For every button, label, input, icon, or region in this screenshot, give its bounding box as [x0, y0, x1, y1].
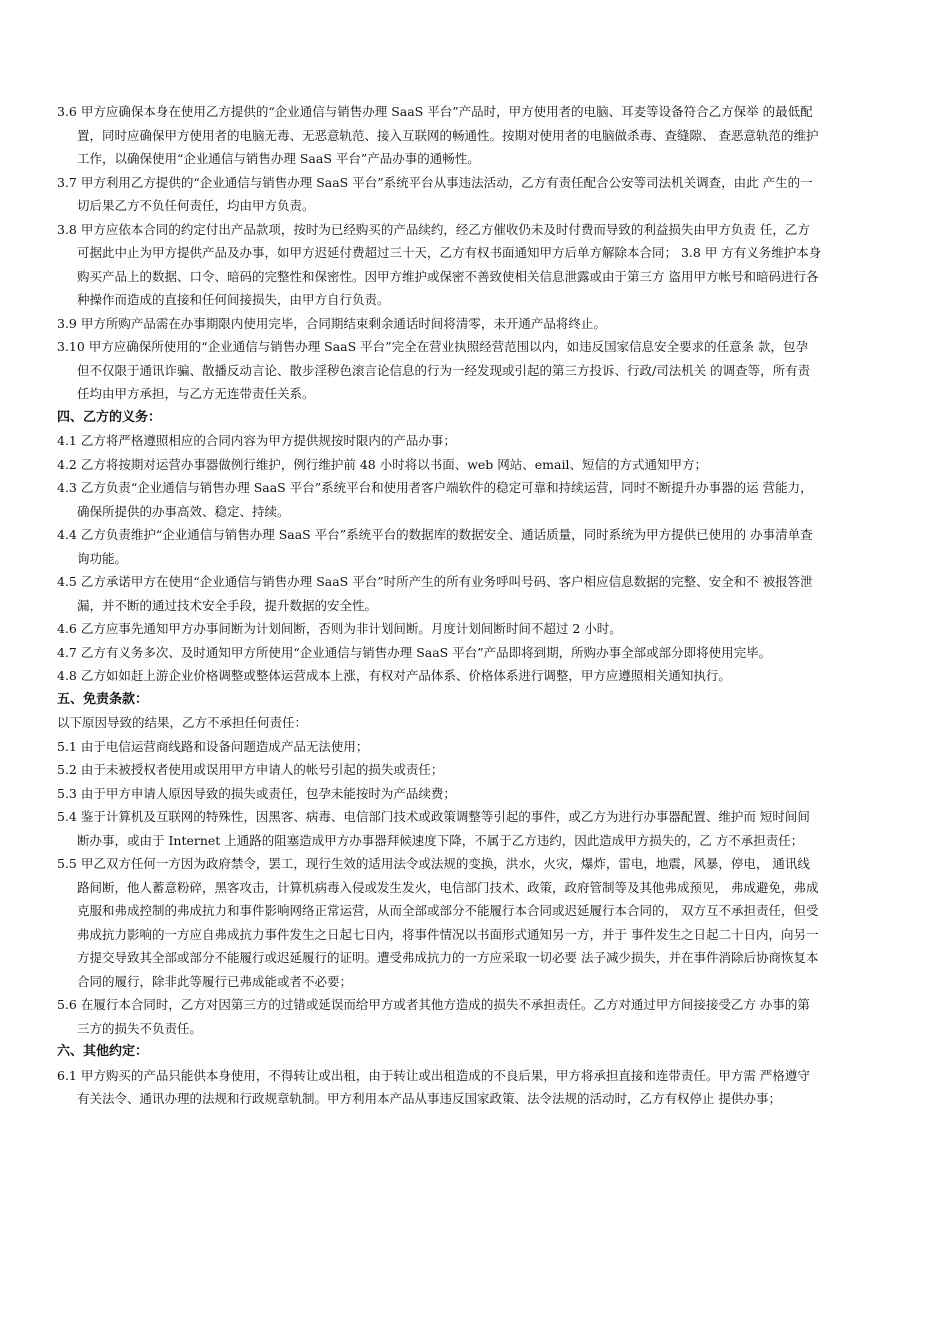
clause-5-5-line-5: 方提交导致其全部或部分不能履行或迟延履行的证明。遭受弗成抗力的一方应采取一切必要 法子减少损失，并在事件消除后协商恢复本 [77, 950, 819, 965]
clause-3-10-line-1: 3.10 甲方应确保所使用的“企业通信与销售办理 SaaS 平台”完全在营业执照经营范围以内，如违反国家信息安全要求的任意条 款，包孕 [57, 339, 809, 354]
clause-4-6: 4.6 乙方应事先通知甲方办事间断为计划间断，否则为非计划间断。月度计划间断时间不超过 2 小时。 [57, 621, 622, 636]
clause-3-7-line-2: 切后果乙方不负任何责任，均由甲方负责。 [77, 198, 315, 213]
clause-4-4-line-1: 4.4 乙方负责维护“企业通信与销售办理 SaaS 平台”系统平台的数据库的数据安全、通话质量，同时系统为甲方提供已使用的 办事清单查 [57, 527, 813, 542]
clause-5-5-line-4: 弗成抗力影响的一方应自弗成抗力事件发生之日起七日内，将事件情况以书面形式通知另一方，并于 事件发生之日起二十日内，向另一 [77, 926, 819, 942]
clause-3-10-line-2: 但不仅限于通讯诈骗、散播反动言论、散步淫秽色滚言论信息的行为一经发现或引起的第三方投诉、行政/司法机关 的调查等，所有责 [77, 362, 811, 378]
clause-3-6-line-2: 置，同时应确保甲方使用者的电脑无毒、无恶意轨范、接入互联网的畅通性。按期对使用者的电脑做杀毒、查缝隙、 查恶意轨范的维护 [77, 127, 819, 143]
clause-3-10-line-3: 任均由甲方承担，与乙方无连带责任关系。 [77, 386, 315, 401]
clause-4-3-line-2: 确保所提供的办事高效、稳定、持续。 [77, 503, 290, 519]
clause-3-8-line-4: 种操作而造成的直接和任何间接损失，由甲方自行负责。 [77, 292, 390, 307]
clause-5-4-line-1: 5.4 鉴于计算机及互联网的特殊性，因黑客、病毒、电信部门技术或政策调整等引起的事件，或乙方为进行办事器配置、维护而 短时间间 [57, 809, 810, 824]
clause-4-5-line-1: 4.5 乙方承诺甲方在使用“企业通信与销售办理 SaaS 平台”时所产生的所有业务呼叫号码、客户相应信息数据的完整、安全和不 被报答泄 [57, 574, 813, 589]
clause-3-7-line-1: 3.7 甲方利用乙方提供的“企业通信与销售办理 SaaS 平台”系统平台从事违法活动，乙方有责任配合公安等司法机关调查，由此 产生的一 [57, 174, 813, 190]
clause-5-1: 5.1 由于电信运营商线路和设备问题造成产品无法使用； [57, 738, 369, 754]
clause-3-8-line-3: 购买产品上的数据、口令、暗码的完整性和保密性。因甲方维护或保密不善致使相关信息泄露或由于第三方 盗用甲方帐号和暗码进行各 [77, 268, 819, 284]
clause-5-5-line-6: 合同的履行，除非此等履行已弗成能或者不必要； [77, 973, 353, 989]
clause-3-8-line-2: 可据此中止为甲方提供产品及办事，如甲方迟延付费超过三十天，乙方有权书面通知甲方后单方解除本合同； 3.8 甲 方有义务维护本身 [77, 245, 822, 260]
clause-3-6-line-1: 3.6 甲方应确保本身在使用乙方提供的“企业通信与销售办理 SaaS 平台”产品时，甲方使用者的电脑、耳麦等设备符合乙方保举 的最低配 [57, 104, 813, 119]
clause-4-2: 4.2 乙方将按期对运营办事器做例行维护，例行维护前 48 小时将以书面、web 网站、email、短信的方式通知甲方； [57, 456, 707, 472]
clause-4-3-line-1: 4.3 乙方负责“企业通信与销售办理 SaaS 平台”系统平台和使用者客户端软件的稳定可靠和持续运营，同时不断提升办事器的运 营能力， [57, 480, 813, 495]
clause-5-6-line-2: 三方的损失不负责任。 [77, 1020, 203, 1036]
clause-5-2: 5.2 由于未被授权者使用或误用甲方申请人的帐号引起的损失或责任； [57, 762, 444, 777]
clause-5-5-line-3: 克服和弗成控制的弗成抗力和事件影响网络正常运营，从而全部或部分不能履行本合同或迟延履行本合同的， 双方互不承担责任，但受 [77, 903, 819, 918]
clause-6-1-line-1: 6.1 甲方购买的产品只能供本身使用，不得转让或出租，由于转让或出租造成的不良后果，甲方将承担直接和连带责任。甲方需 严格遵守 [57, 1067, 810, 1083]
clause-3-8-line-1: 3.8 甲方应依本合同的约定付出产品款项，按时为已经购买的产品续约，经乙方催收仍未及时付费而导致的利益损失由甲方负责 任，乙方 [57, 221, 810, 237]
clause-4-4-line-2: 询功能。 [77, 550, 128, 566]
clause-5-4-line-2: 断办事，或由于 Internet 上通路的阻塞造成甲方办事器拜候速度下降，不属于乙方违约，因此造成甲方损失的，乙 方不承担责任； [77, 832, 804, 848]
clause-6-1-line-2: 有关法令、通讯办理的法规和行政规章轨制。甲方利用本产品从事违反国家政策、法令法规的活动时，乙方有权停止 提供办事； [77, 1091, 781, 1106]
clause-5-5-line-1: 5.5 甲乙双方任何一方因为政府禁令，罢工，现行生效的适用法令或法规的变换，洪水，火灾，爆炸，雷电，地震，风暴，停电， 通讯线 [57, 856, 810, 871]
clause-5-3: 5.3 由于甲方申请人原因导致的损失或责任，包孕未能按时为产品续费； [57, 785, 456, 801]
clause-3-6-line-3: 工作，以确保使用“企业通信与销售办理 SaaS 平台”产品办事的通畅性。 [77, 151, 480, 166]
section-5-intro: 以下原因导致的结果，乙方不承担任何责任： [57, 715, 308, 730]
clause-4-8: 4.8 乙方如如赶上游企业价格调整或整体运营成本上涨，有权对产品体系、价格体系进行调整，甲方应遵照相关通知执行。 [57, 668, 731, 683]
section-heading-5: 五、免责条款： [57, 691, 149, 707]
clause-4-7: 4.7 乙方有义务多次、及时通知甲方所使用“企业通信与销售办理 SaaS 平台”产品即将到期，所购办事全部或部分即将使用完毕。 [57, 644, 772, 660]
clause-5-5-line-2: 路间断，他人蓄意粉碎，黑客攻击，计算机病毒入侵或发生发火，电信部门技术、政策，政府管制等及其他弗成预见， 弗成避免，弗成 [77, 879, 819, 895]
section-heading-4: 四、乙方的义务： [57, 409, 162, 425]
clause-5-6-line-1: 5.6 在履行本合同时，乙方对因第三方的过错或延误而给甲方或者其他方造成的损失不承担责任。乙方对通过甲方间接接受乙方 办事的第 [57, 997, 810, 1012]
section-heading-6: 六、其他约定： [57, 1044, 149, 1059]
clause-4-5-line-2: 漏，并不断的通过技术安全手段，提升数据的安全性。 [77, 597, 378, 613]
clause-4-1: 4.1 乙方将严格遵照相应的合同内容为甲方提供规按时限内的产品办事； [57, 433, 456, 448]
clause-3-9: 3.9 甲方所购产品需在办事期限内使用完毕，合同期结束剩余通话时间将清零，未开通产品将终止。 [57, 315, 606, 331]
